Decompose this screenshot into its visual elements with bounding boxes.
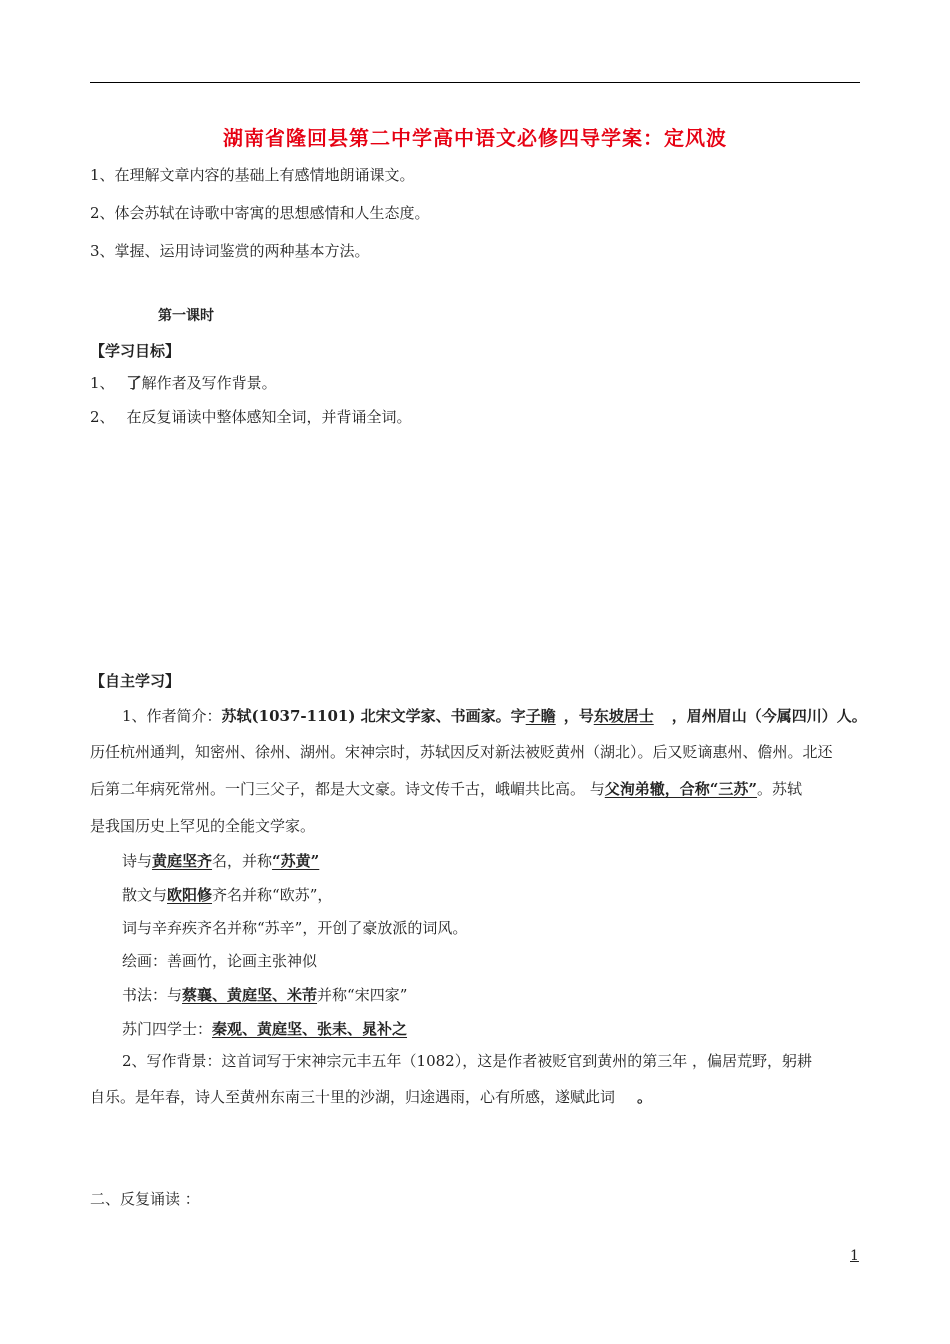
intro-text: 。苏轼 <box>757 780 803 798</box>
calligraphy-line <box>122 984 407 1005</box>
text: 诗与 <box>122 852 153 870</box>
intro-label: 1、作者简介： <box>122 707 222 725</box>
text: 散文与 <box>122 886 168 904</box>
page-number: 1 <box>850 1248 859 1264</box>
text: 自乐。是年春，诗人至黄州东南三十里的沙湖，归途遇雨，心有所感，遂赋此词 <box>90 1088 616 1106</box>
author-intro-line <box>122 705 867 726</box>
item-number: 1、 <box>90 374 115 392</box>
item-number: 2、 <box>90 408 115 426</box>
item-text: 解作者及写作背景。 <box>141 374 277 392</box>
prose-line <box>122 884 332 905</box>
three-su: 父洵弟辙，合称“三苏” <box>604 780 758 798</box>
author-intro-line <box>90 778 802 799</box>
author-intro-line: 是我国历史上罕见的全能文学家。 <box>90 817 316 835</box>
item-first-char: 了 <box>126 374 142 392</box>
intro-text: 后第二年病死常州。一门三父子，都是大文豪。诗文传千古，峨嵋共比高。 与 <box>90 780 605 798</box>
painting-line: 绘画：善画竹，论画主张神似 <box>122 952 318 970</box>
item-text: 在反复诵读中整体感知全词，并背诵全词。 <box>126 408 412 426</box>
text: 书法：与 <box>122 986 183 1004</box>
four-scholars: 秦观、黄庭坚、张耒、晁补之 <box>212 1020 408 1038</box>
lesson-heading: 第一课时 <box>158 308 214 324</box>
intro-bold: ，号 <box>563 707 594 725</box>
study-goals-heading: 【学习目标】 <box>90 342 181 360</box>
section-two-heading: 二、反复诵读 ： <box>90 1190 200 1208</box>
text: 名，并称 <box>212 852 273 870</box>
su-huang: “苏黄” <box>272 852 320 870</box>
writer-name: 欧阳修 <box>167 886 213 904</box>
poetry-line <box>122 850 319 871</box>
courtesy-name: 子瞻 <box>525 707 556 725</box>
text: 苏门四学士： <box>122 1020 213 1038</box>
goal-line: 1、在理解文章内容的基础上有感情地朗诵课文。 <box>90 166 415 184</box>
art-name: 东坡居士 <box>593 707 654 725</box>
intro-bold: 苏轼(1037-1101) 北宋文学家、书画家。字 <box>221 707 526 725</box>
goal-line: 3、掌握、运用诗词鉴赏的两种基本方法。 <box>90 242 370 260</box>
header-rule <box>90 82 860 83</box>
page-title: 湖南省隆回县第二中学高中语文必修四导学案：定风波 <box>223 126 727 150</box>
background-line <box>90 1086 652 1107</box>
poet-name: 黄庭坚齐 <box>152 852 213 870</box>
study-goal-item <box>90 372 277 393</box>
study-goal-item <box>90 406 412 427</box>
ci-line: 词与辛弃疾齐名并称“苏辛”，开创了豪放派的词风。 <box>122 919 468 937</box>
scholars-line <box>122 1018 407 1039</box>
intro-origin: ，眉州眉山（今属四川）人。 <box>671 707 867 725</box>
goal-line: 2、体会苏轼在诗歌中寄寓的思想感情和人生态度。 <box>90 204 430 222</box>
text: 并称“宋四家” <box>317 986 408 1004</box>
calligraphers: 蔡襄、黄庭坚、米芾 <box>182 986 318 1004</box>
text: 。 <box>637 1088 653 1106</box>
background-line: 2、写作背景：这首词写于宋神宗元丰五年（1082），这是作者被贬官到黄州的第三年 ，偏居荒野，躬耕 <box>122 1052 812 1070</box>
text: 齐名并称“欧苏”， <box>212 886 333 904</box>
author-intro-line: 历任杭州通判，知密州、徐州、湖州。宋神宗时，苏轼因反对新法被贬黄州（湖北）。后又贬谪惠州、儋州。北还 <box>90 743 833 761</box>
self-study-heading: 【自主学习】 <box>90 672 181 690</box>
